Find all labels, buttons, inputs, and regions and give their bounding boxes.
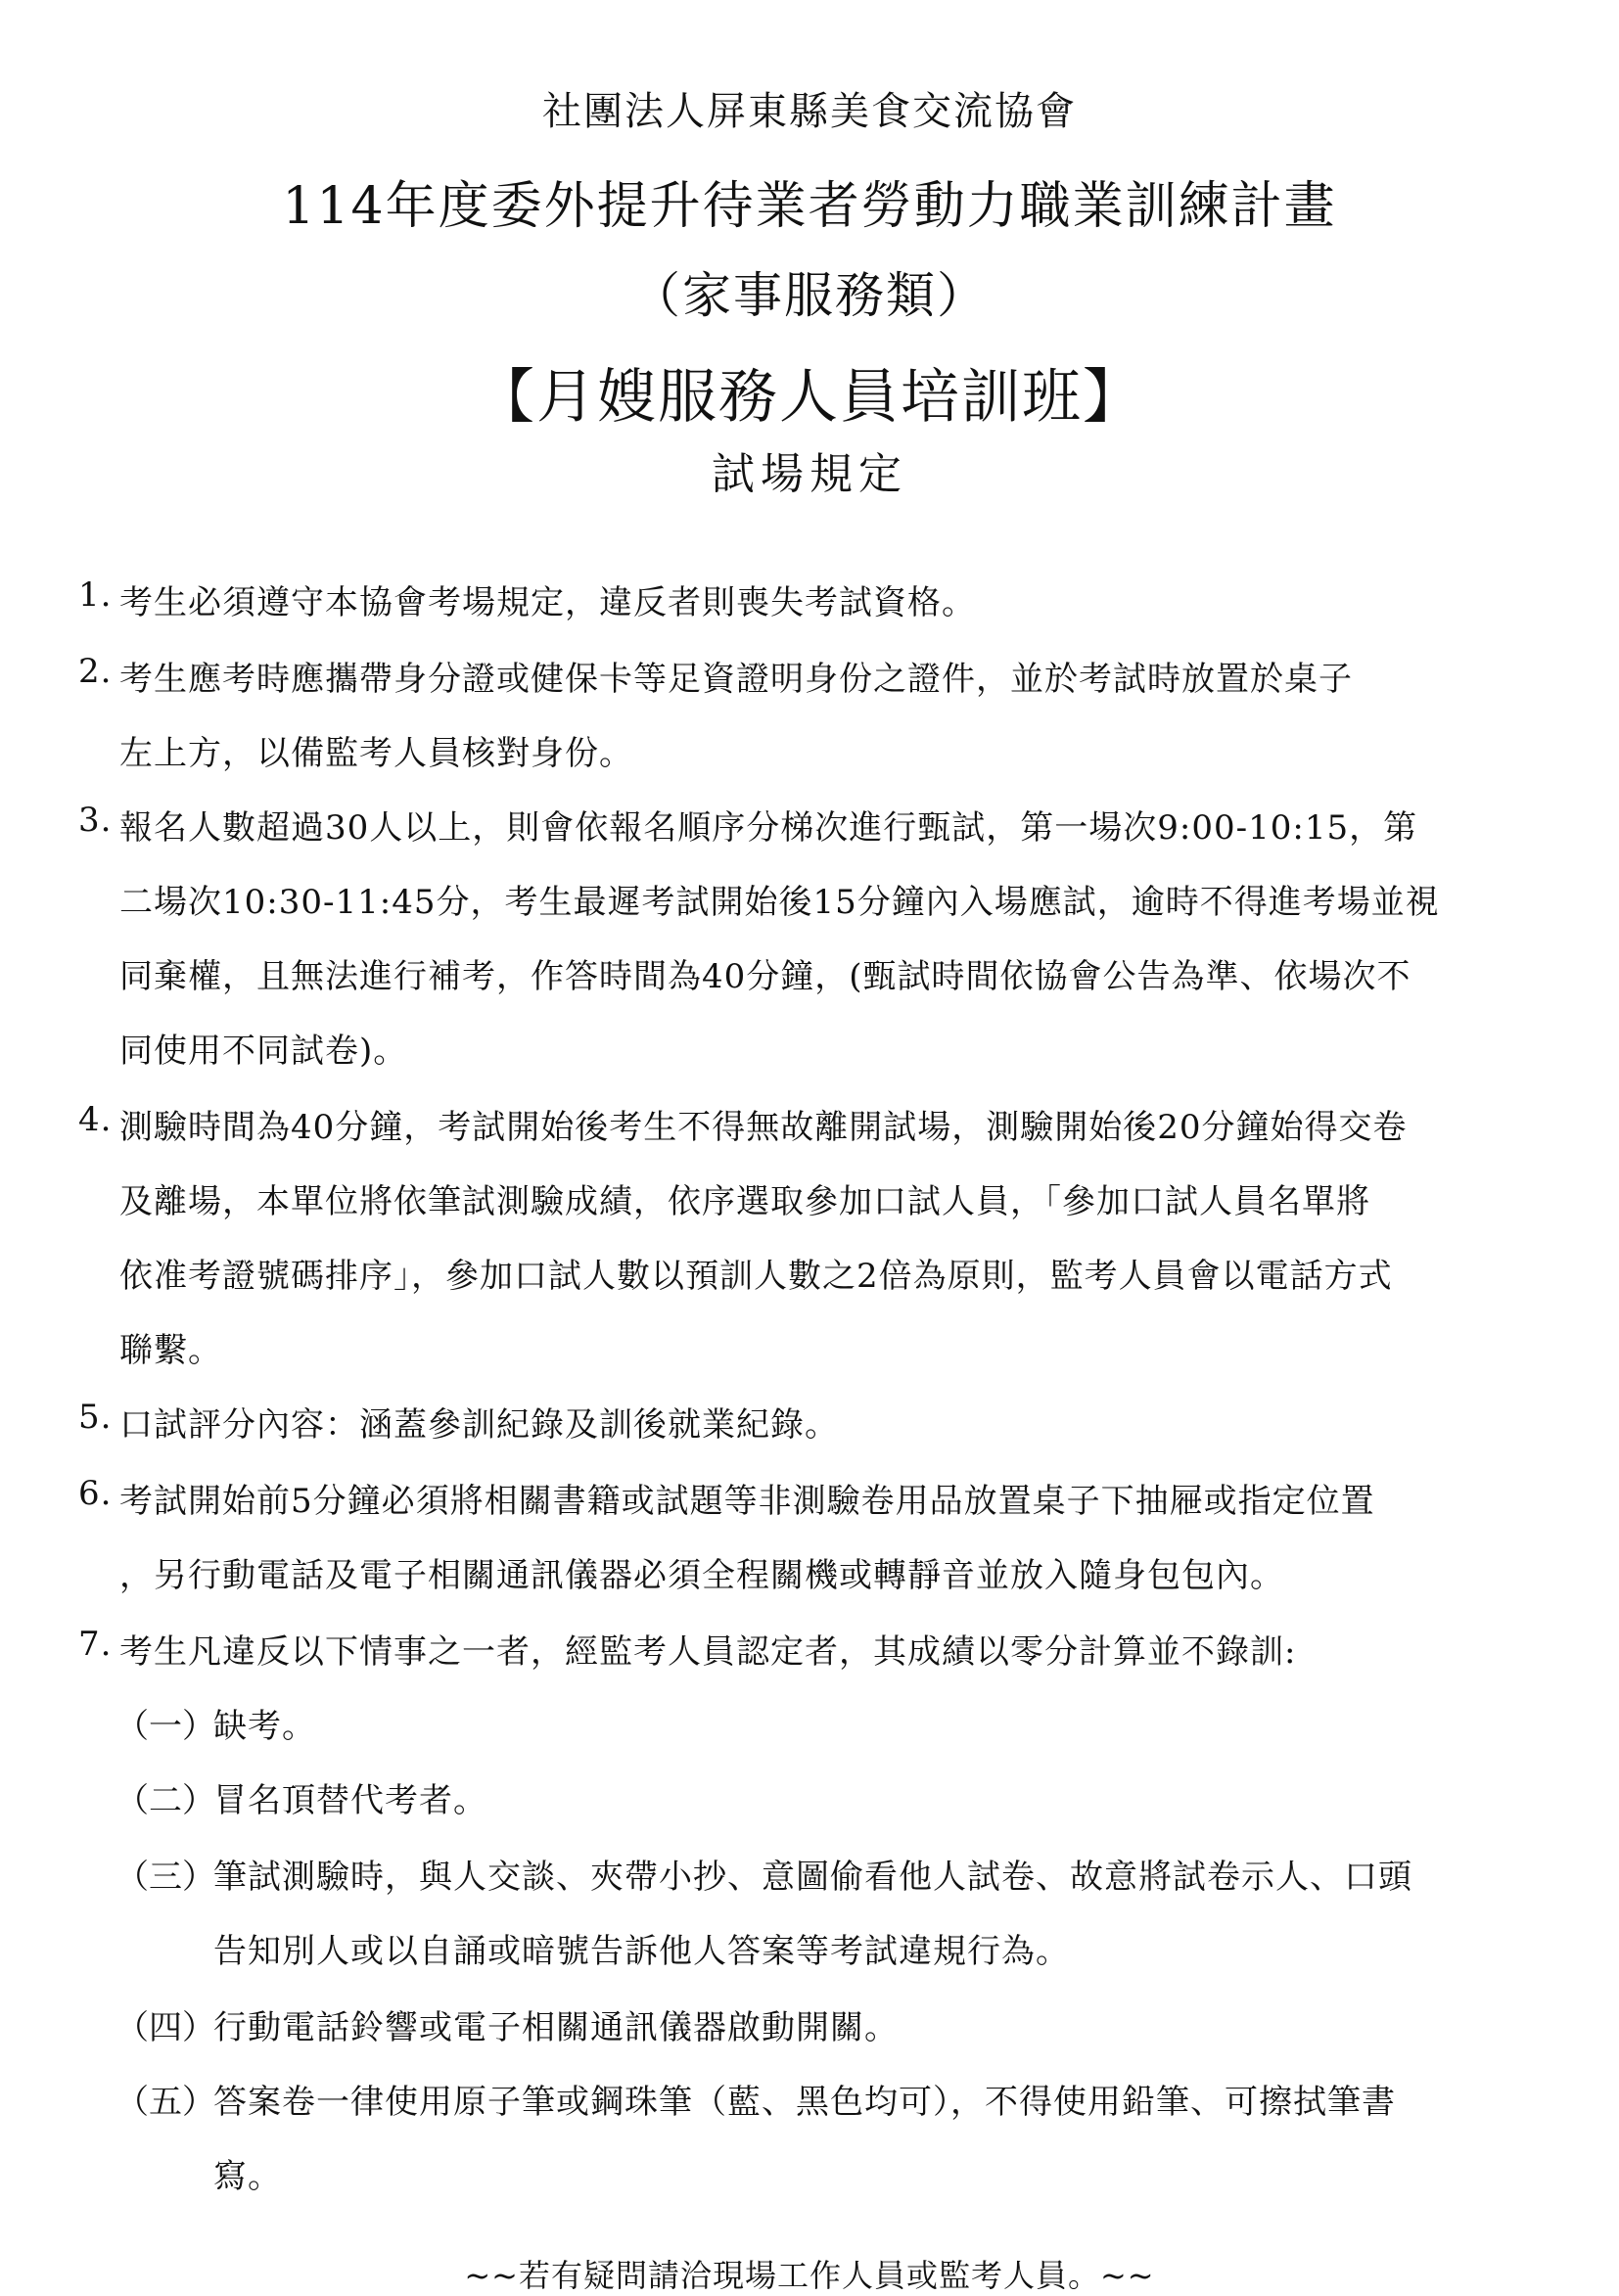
rule-text: 報名人數超過30人以上，則會依報名順序分梯次進行甄試，第一場次9:00-10:15，第 xyxy=(119,808,1418,848)
sub-rule-text: 冒名頂替代考者。 xyxy=(213,1781,487,1820)
rule-text: 測驗時間為40分鐘，考試開始後考生不得無故離開試場，測驗開始後20分鐘始得交卷 xyxy=(119,1108,1408,1147)
page-subtitle: 試場規定 xyxy=(712,449,907,499)
rule-text: 聯繫。 xyxy=(119,1331,222,1370)
rule-text: 二場次10:30-11:45分，考生最遲考試開始後15分鐘內入場應試，逾時不得進考場並視 xyxy=(119,883,1440,922)
sub-rule-text: 缺考。 xyxy=(213,1707,316,1746)
sub-rule-label: （一） xyxy=(116,1707,215,1746)
rule-text: 左上方，以備監考人員核對身份。 xyxy=(119,734,633,773)
rule-text: 考生應考時應攜帶身分證或健保卡等足資證明身份之證件，並於考試時放置於桌子 xyxy=(119,660,1353,699)
rule-text: 同棄權，且無法進行補考，作答時間為40分鐘，(甄試時間依協會公告為準、依場次不 xyxy=(119,957,1411,996)
sub-rule-text: 告知別人或以自誦或暗號告訴他人答案等考試違規行為。 xyxy=(213,1932,1070,1971)
sub-rule-label: （五） xyxy=(116,2083,215,2122)
plan-title: 114年度委外提升待業者勞動力職業訓練計畫 xyxy=(282,177,1337,236)
rule-text: 考生必須遵守本協會考場規定，違反者則喪失考試資格。 xyxy=(119,583,976,622)
rule-text: 口試評分內容：涵蓋參訓紀錄及訓後就業紀錄。 xyxy=(119,1405,839,1445)
sub-rule-label: （三） xyxy=(116,1858,215,1897)
rule-text: 考試開始前5分鐘必須將相關書籍或試題等非測驗卷用品放置桌子下抽屜或指定位置 xyxy=(119,1482,1375,1521)
rule-number: 3. xyxy=(78,801,113,840)
rule-number: 4. xyxy=(78,1100,113,1139)
rule-text: 考生凡違反以下情事之一者，經監考人員認定者，其成績以零分計算並不錄訓: xyxy=(119,1632,1297,1672)
rule-text: 及離場，本單位將依筆試測驗成績，依序選取參加口試人員，「參加口試人員名單將 xyxy=(119,1182,1370,1221)
sub-rule-text: 筆試測驗時，與人交談、夾帶小抄、意圖偷看他人試卷、故意將試卷示人、口頭 xyxy=(213,1858,1412,1897)
footer-note: ~~若有疑問請洽現場工作人員或監考人員。~~ xyxy=(464,2257,1155,2294)
sub-rule-label: （四） xyxy=(116,2008,215,2047)
organization-name: 社團法人屏東縣美食交流協會 xyxy=(542,89,1077,134)
rule-number: 7. xyxy=(78,1625,113,1664)
rule-number: 6. xyxy=(78,1474,113,1513)
sub-rule-text: 行動電話鈴響或電子相關通訊儀器啟動開關。 xyxy=(213,2008,899,2047)
sub-rule-label: （二） xyxy=(116,1781,215,1820)
sub-rule-text: 寫。 xyxy=(213,2157,282,2196)
rule-number: 1. xyxy=(78,575,113,615)
rule-text: 同使用不同試卷)。 xyxy=(119,1032,408,1071)
rule-number: 5. xyxy=(78,1398,113,1437)
rule-number: 2. xyxy=(78,652,113,691)
category-title: （家事服務類） xyxy=(631,267,988,324)
rule-text: ，另行動電話及電子相關通訊儀器必須全程關機或轉靜音並放入隨身包包內。 xyxy=(119,1556,1284,1595)
rule-text: 依准考證號碼排序」，參加口試人數以預訓人數之2倍為原則，監考人員會以電話方式 xyxy=(119,1257,1393,1296)
sub-rule-text: 答案卷一律使用原子筆或鋼珠筆（藍、黑色均可），不得使用鉛筆、可擦拭筆書 xyxy=(213,2083,1396,2122)
class-title: 【月嫂服務人員培訓班】 xyxy=(476,363,1143,432)
